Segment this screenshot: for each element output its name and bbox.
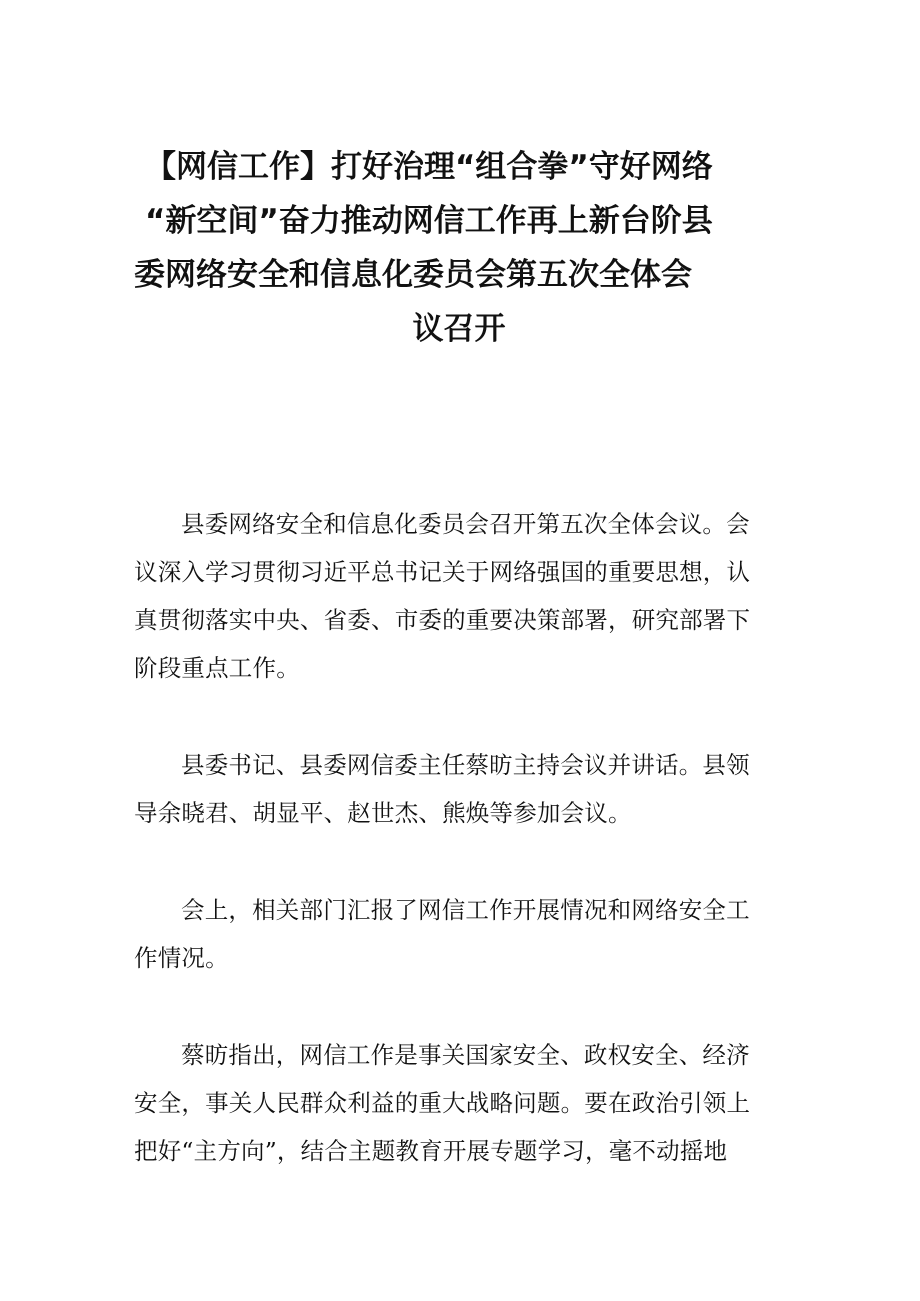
title-line: “新空间”奋力推动网信工作再上新台阶县 — [145, 203, 713, 239]
title-line: 议召开 — [412, 311, 506, 347]
paragraph-line: 导余晓君、胡显平、赵世杰、熊焕等参加会议。 — [134, 799, 632, 827]
title-line: 【网信工作】打好治理“组合拳”守好网络 — [145, 149, 713, 185]
paragraph-line: 会上，相关部门汇报了网信工作开展情况和网络安全工 — [181, 896, 750, 924]
title-line: 委网络安全和信息化委员会第五次全体会 — [134, 257, 692, 293]
paragraph-line: 阶段重点工作。 — [134, 654, 300, 682]
paragraph-line: 议深入学习贯彻习近平总书记关于网络强国的重要思想，认 — [134, 558, 751, 586]
document-body — [134, 500, 784, 1224]
paragraph-attendees — [134, 741, 784, 837]
paragraph-line: 安全，事关人民群众利益的重大战略问题。要在政治引领上 — [134, 1089, 751, 1117]
paragraph-line: 作情况。 — [134, 944, 229, 972]
paragraph-line: 县委书记、县委网信委主任蔡昉主持会议并讲话。县领 — [181, 751, 750, 779]
paragraph-line: 真贯彻落实中央、省委、市委的重要决策部署，研究部署下 — [134, 606, 751, 634]
paragraph-remarks — [134, 1031, 784, 1175]
document-title — [134, 140, 784, 356]
paragraph-line: 把好“主方向”，结合主题教育开展专题学习，毫不动摇地 — [134, 1137, 728, 1165]
paragraph-meeting-held — [134, 500, 784, 692]
paragraph-line: 蔡昉指出，网信工作是事关国家安全、政权安全、经济 — [181, 1041, 750, 1069]
paragraph-line: 县委网络安全和信息化委员会召开第五次全体会议。会 — [181, 510, 750, 538]
paragraph-reports — [134, 886, 784, 982]
